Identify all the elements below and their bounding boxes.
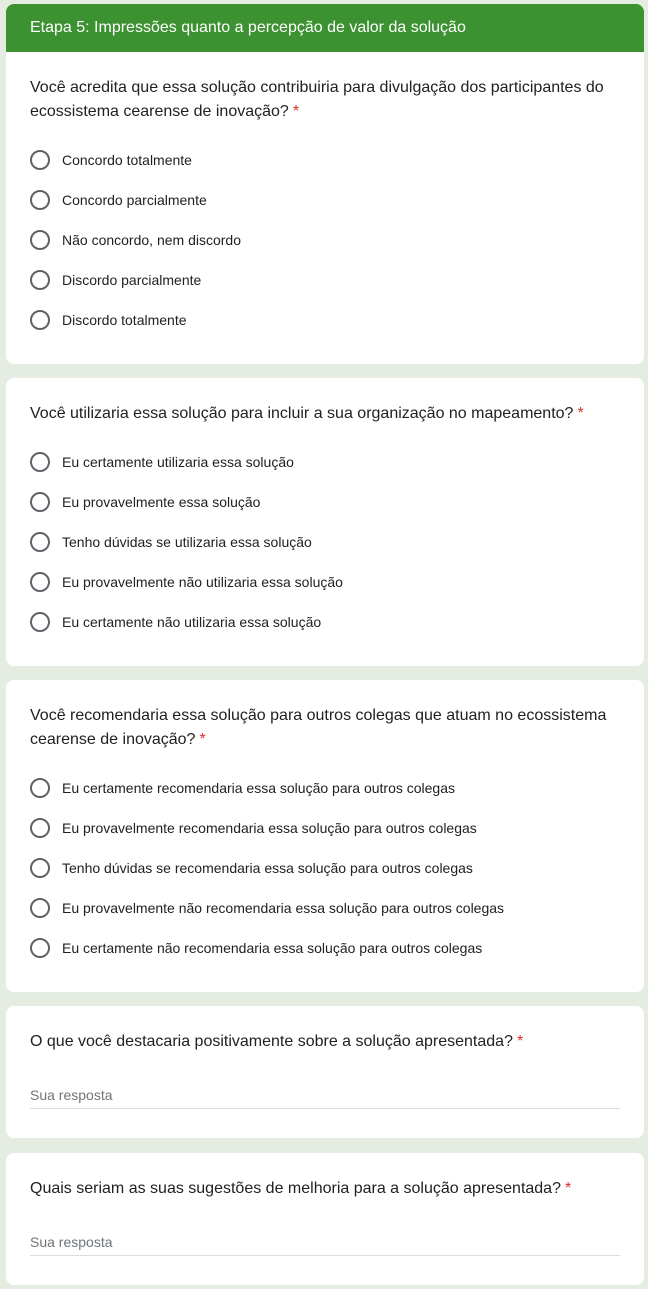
required-asterisk: *: [199, 731, 206, 748]
radio-option-label: Não concordo, nem discordo: [62, 232, 241, 248]
question-title: Quais seriam as suas sugestões de melhoria para a solução apresentada? *: [30, 1180, 572, 1197]
radio-option[interactable]: [30, 530, 312, 554]
radio-button-icon[interactable]: [30, 532, 50, 552]
radio-option[interactable]: [30, 816, 477, 840]
short-answer-input[interactable]: Sua resposta: [30, 1084, 620, 1109]
radio-option-label: Eu provavelmente recomendaria essa solução para outros colegas: [62, 820, 477, 836]
radio-option-label: Eu provavelmente não recomendaria essa solução para outros colegas: [62, 900, 505, 916]
question-title: Você recomendaria essa solução para outros colegas que atuam no ecossistema cearense de inovação? *: [30, 707, 607, 748]
radio-button-icon[interactable]: [30, 270, 50, 290]
section-header: [6, 4, 644, 52]
radio-button-icon[interactable]: [30, 612, 50, 632]
short-answer-input[interactable]: Sua resposta: [30, 1231, 620, 1256]
question-card-3: [6, 680, 644, 992]
radio-option[interactable]: [30, 896, 504, 920]
question-card-1: [6, 52, 644, 364]
radio-option-label: Discordo totalmente: [62, 312, 187, 328]
radio-button-icon[interactable]: [30, 898, 50, 918]
radio-option[interactable]: [30, 570, 343, 594]
required-asterisk: *: [292, 103, 300, 120]
radio-option-label: Eu certamente não utilizaria essa solução: [62, 614, 322, 630]
radio-option-label: Concordo totalmente: [62, 152, 192, 168]
radio-option[interactable]: [30, 228, 241, 252]
question-card-2: [6, 378, 644, 666]
radio-option-label: Eu certamente utilizaria essa solução: [62, 454, 294, 470]
radio-option[interactable]: [30, 490, 260, 514]
question-title: Você acredita que essa solução contribuiria para divulgação dos participantes do ecossistema cearense de inovação? *: [30, 79, 604, 120]
radio-option[interactable]: [30, 776, 455, 800]
radio-button-icon[interactable]: [30, 452, 50, 472]
radio-option[interactable]: [30, 268, 201, 292]
question-card-5: [6, 1153, 644, 1285]
radio-option[interactable]: [30, 610, 321, 634]
radio-option-label: Eu provavelmente essa solução: [62, 494, 261, 510]
radio-button-icon[interactable]: [30, 858, 50, 878]
question-title: O que você destacaria positivamente sobre a solução apresentada? *: [30, 1033, 524, 1050]
radio-button-icon[interactable]: [30, 572, 50, 592]
radio-option[interactable]: [30, 856, 473, 880]
section-title: Etapa 5: Impressões quanto a percepção de valor da solução: [30, 19, 466, 36]
required-asterisk: *: [516, 1033, 524, 1050]
radio-button-icon[interactable]: [30, 310, 50, 330]
radio-option[interactable]: [30, 188, 207, 212]
required-asterisk: *: [564, 1180, 572, 1197]
radio-button-icon[interactable]: [30, 778, 50, 798]
radio-option[interactable]: [30, 450, 294, 474]
radio-option[interactable]: [30, 308, 187, 332]
required-asterisk: *: [577, 405, 584, 422]
radio-option-label: Eu provavelmente não utilizaria essa solução: [62, 574, 343, 590]
radio-button-icon[interactable]: [30, 818, 50, 838]
radio-button-icon[interactable]: [30, 492, 50, 512]
radio-option-label: Eu certamente não recomendaria essa solução para outros colegas: [62, 940, 483, 956]
radio-button-icon[interactable]: [30, 150, 50, 170]
radio-option-label: Discordo parcialmente: [62, 272, 202, 288]
question-title: Você utilizaria essa solução para incluir a sua organização no mapeamento? *: [30, 405, 584, 422]
radio-option-label: Tenho dúvidas se recomendaria essa solução para outros colegas: [62, 860, 473, 876]
radio-option-label: Tenho dúvidas se utilizaria essa solução: [62, 534, 312, 550]
radio-button-icon[interactable]: [30, 190, 50, 210]
radio-option[interactable]: [30, 936, 482, 960]
radio-option-label: Concordo parcialmente: [62, 192, 207, 208]
radio-option-label: Eu certamente recomendaria essa solução para outros colegas: [62, 780, 455, 796]
radio-button-icon[interactable]: [30, 938, 50, 958]
radio-button-icon[interactable]: [30, 230, 50, 250]
question-card-4: [6, 1006, 644, 1138]
radio-option[interactable]: [30, 148, 192, 172]
